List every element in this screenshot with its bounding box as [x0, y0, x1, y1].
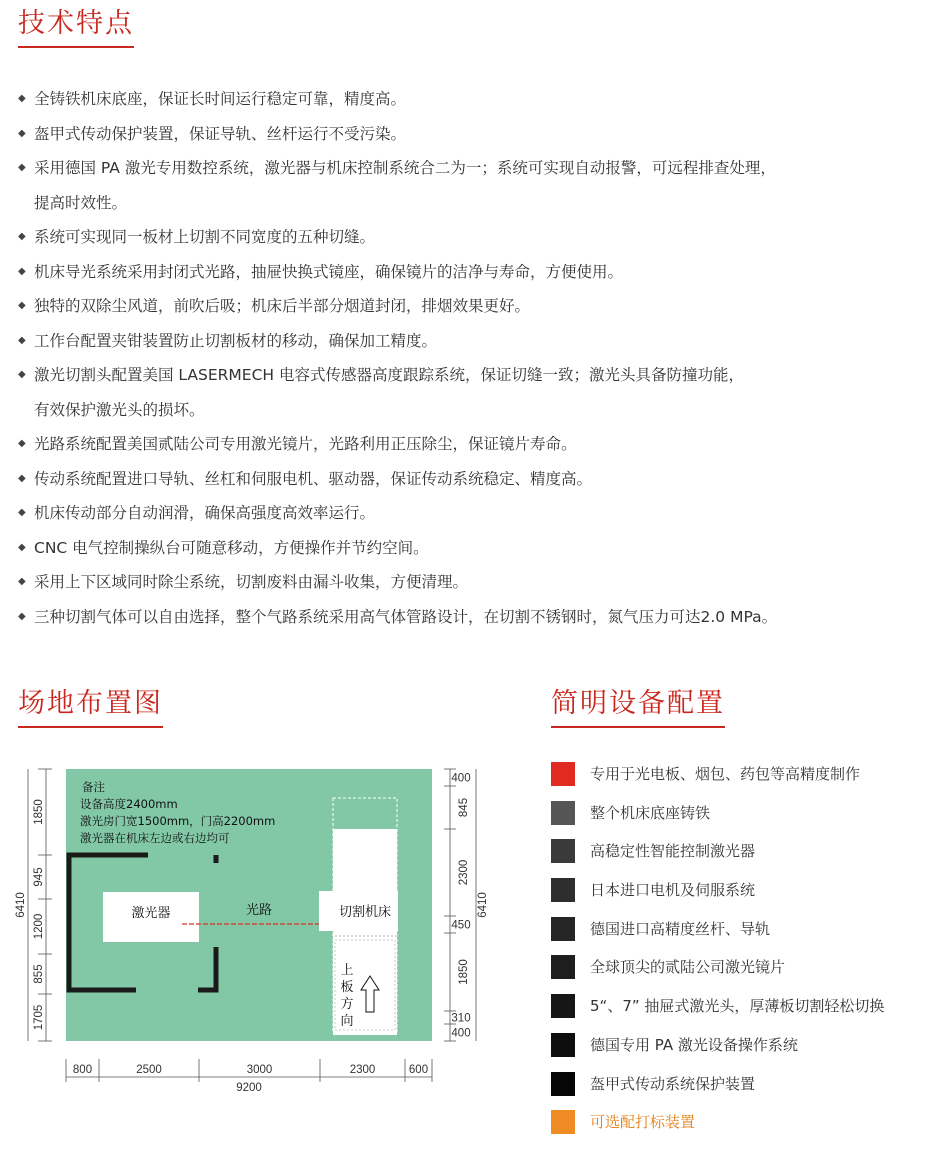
bottom-total-label: 9200 — [236, 1082, 262, 1094]
bottom-dim-label: 600 — [408, 1064, 429, 1076]
feature-text: ◆ 机床传动部分自动润滑，确保高强度高效率运行。 — [34, 504, 376, 522]
config-label: 高稳定性智能控制激光器 — [590, 842, 756, 861]
config-label: 全球顶尖的贰陆公司激光镜片 — [590, 958, 786, 977]
laser-label: 激光器 — [131, 906, 171, 921]
config-title: 简明设备配置 — [551, 686, 725, 728]
loading-direction-char: 板 — [340, 980, 354, 995]
config-color-swatch — [551, 762, 575, 786]
config-label: 可选配打标装置 — [590, 1113, 696, 1132]
feature-item — [18, 324, 930, 359]
right-dim-label: 845 — [458, 797, 470, 818]
note-laser-position: 激光器在机床左边或右边均可 — [80, 831, 230, 845]
feature-text: ◆ 光路系统配置美国贰陆公司专用激光镜片，光路利用正压除尘，保证镜片寿命。 — [34, 435, 577, 453]
site-layout-diagram — [0, 750, 500, 1102]
feature-text: ◆ 三种切割气体可以自由选择，整个气路系统采用高气体管路设计，在切割不锈钢时，氮气压力可达2.0 MPa。 — [34, 607, 778, 626]
feature-item — [18, 82, 930, 117]
loading-direction-char: 上 — [340, 963, 354, 978]
feature-text: ◆ 工作台配置夹钳装置防止切割板材的移动，确保加工精度。 — [34, 331, 438, 350]
config-item — [551, 801, 884, 826]
feature-item — [18, 220, 930, 255]
feature-text: ◆ 传动系统配置进口导轨、丝杠和伺服电机、驱动器，保证传动系统稳定、精度高。 — [34, 469, 593, 488]
beam-label: 光路 — [245, 903, 273, 918]
left-dim-label: 945 — [33, 867, 45, 887]
right-dim-label: 1850 — [458, 959, 470, 985]
feature-text: ◆ 系统可实现同一板材上切割不同宽度的五种切缝。 — [34, 228, 376, 246]
bottom-dim-label: 2300 — [349, 1064, 376, 1076]
config-color-swatch — [551, 994, 575, 1018]
feature-text-continued: 有效保护激光头的损坏。 — [34, 400, 205, 419]
config-color-swatch — [551, 917, 575, 941]
loading-direction-char: 向 — [340, 1014, 354, 1029]
feature-item — [18, 565, 930, 600]
feature-text-continued: 提高时效性。 — [34, 193, 128, 212]
config-label: 整个机床底座铸铁 — [590, 803, 711, 822]
note-door: 激光房门宽1500mm，门高2200mm — [80, 814, 276, 828]
config-item — [551, 839, 884, 864]
feature-item — [18, 600, 930, 635]
config-color-swatch — [551, 801, 575, 825]
left-dim-label: 1200 — [33, 913, 45, 940]
feature-item — [18, 255, 930, 290]
right-total-label: 6410 — [477, 892, 489, 918]
bottom-dim-label: 2500 — [136, 1064, 162, 1076]
feature-item — [18, 427, 930, 462]
config-color-swatch — [551, 955, 575, 979]
feature-item — [18, 289, 930, 324]
feature-text: ◆ 独特的双除尘风道，前吹后吸；机床后半部分烟道封闭，排烟效果更好。 — [34, 297, 531, 315]
config-item — [551, 917, 884, 942]
tech-features-title: 技术特点 — [18, 6, 134, 48]
config-label: 德国专用 PA 激光设备操作系统 — [590, 1035, 798, 1054]
feature-text: ◆ 激光切割头配置美国 LASERMECH 电容式传感器高度跟踪系统，保证切缝一致；激光头具备防撞功能， — [34, 366, 744, 384]
feature-text: ◆ 全铸铁机床底座，保证长时间运行稳定可靠，精度高。 — [34, 90, 407, 108]
config-color-swatch — [551, 839, 575, 863]
left-dim-label: 855 — [33, 964, 45, 984]
loading-direction-char: 方 — [340, 997, 354, 1012]
config-item — [551, 878, 884, 903]
feature-text: ◆ 采用德国 PA 激光专用数控系统，激光器与机床控制系统合二为一；系统可实现自动报警，可远程排查处理， — [34, 159, 776, 177]
config-item — [551, 1033, 884, 1058]
feature-item — [18, 462, 930, 497]
right-dim-label: 450 — [451, 919, 471, 932]
feature-item — [18, 531, 930, 566]
config-label: 5“、7” 抽屉式激光头，厚薄板切割轻松切换 — [590, 997, 885, 1016]
note-title: 备注 — [82, 780, 105, 794]
feature-text: ◆ 机床导光系统采用封闭式光路，抽屉快换式镜座，确保镜片的洁净与寿命，方便使用。 — [34, 262, 624, 281]
right-dim-label: 400 — [451, 1027, 471, 1040]
config-label: 日本进口电机及伺服系统 — [590, 881, 756, 900]
config-item — [551, 994, 884, 1019]
bottom-dimension-group — [66, 1059, 432, 1094]
config-color-swatch — [551, 878, 575, 902]
config-label: 德国进口高精度丝杆、导轨 — [590, 919, 771, 938]
config-label: 专用于光电板、烟包、药包等高精度制作 — [590, 765, 861, 783]
config-item — [551, 1072, 884, 1097]
right-dim-label: 400 — [451, 772, 471, 785]
feature-item — [18, 358, 930, 427]
feature-item — [18, 117, 930, 152]
feature-text: ◆ CNC 电气控制操纵台可随意移动，方便操作并节约空间。 — [34, 538, 429, 557]
left-dimension-group — [15, 769, 52, 1041]
config-item — [551, 762, 884, 787]
note-height: 设备高度2400mm — [80, 797, 178, 811]
right-dim-label: 2300 — [458, 859, 470, 886]
machine-label: 切割机床 — [338, 905, 392, 920]
config-color-swatch — [551, 1072, 575, 1096]
config-list — [551, 762, 884, 1149]
config-item — [551, 1110, 884, 1135]
config-color-swatch — [551, 1110, 575, 1134]
config-color-swatch — [551, 1033, 575, 1057]
feature-item — [18, 151, 930, 220]
feature-text: ◆ 盔甲式传动保护装置，保证导轨、丝杆运行不受污染。 — [34, 124, 407, 143]
bottom-dim-label: 800 — [72, 1064, 93, 1076]
right-dimension-group — [444, 769, 489, 1041]
bottom-dim-label: 3000 — [246, 1064, 273, 1076]
config-label: 盔甲式传动系统保护装置 — [590, 1074, 756, 1093]
feature-item — [18, 496, 930, 531]
tech-features-list — [18, 82, 930, 634]
left-dim-label: 1705 — [33, 1004, 45, 1031]
feature-text: ◆ 采用上下区域同时除尘系统，切割废料由漏斗收集，方便清理。 — [34, 573, 469, 591]
left-dim-label: 1850 — [33, 799, 45, 825]
config-item — [551, 955, 884, 980]
left-total-label: 6410 — [15, 892, 27, 918]
site-layout-title: 场地布置图 — [18, 686, 163, 728]
right-dim-label: 310 — [451, 1012, 471, 1025]
